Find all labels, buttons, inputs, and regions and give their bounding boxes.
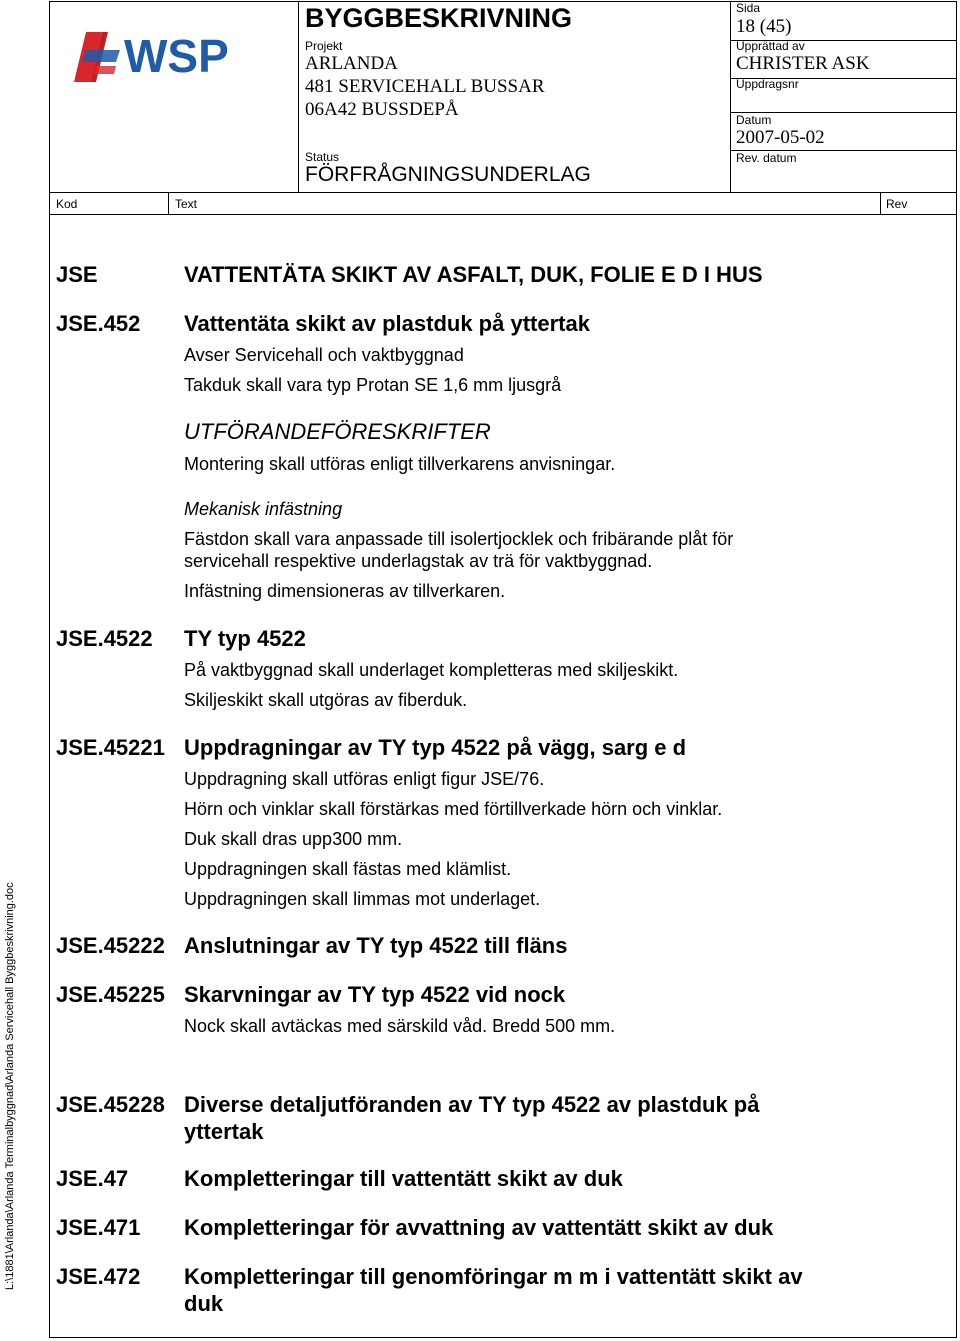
- section-title-jse45228-line-1: Diverse detaljutföranden av TY typ 4522 av plastduk på: [184, 1092, 760, 1117]
- jse452-paragraph-1: Avser Servicehall och vaktbyggnad: [184, 345, 464, 365]
- jse4522-paragraph-2: Skiljeskikt skall utgöras av fiberduk.: [184, 690, 468, 710]
- status-value: FÖRFRÅGNINGSUNDERLAG: [305, 163, 591, 186]
- col-divider-kod: [168, 192, 169, 214]
- jse45221-paragraph-1: Uppdragning skall utföras enligt figur JSE/76.: [184, 769, 545, 789]
- section-title-jse45221: Uppdragningar av TY typ 4522 på vägg, sarg e d: [184, 735, 687, 760]
- mekanisk-paragraph-2: Infästning dimensioneras av tillverkaren.: [184, 581, 506, 601]
- wsp-logo: [72, 26, 272, 86]
- header-divider-2: [730, 1, 731, 192]
- sida-label: Sida: [736, 1, 761, 15]
- mekanisk-paragraph-1a: Fästdon skall vara anpassade till isolertjocklek och fribärande plåt för: [184, 529, 734, 549]
- jse4522-paragraph-1: På vaktbyggnad skall underlaget kompletteras med skiljeskikt.: [184, 660, 679, 680]
- status-label: Status: [305, 150, 340, 164]
- jse452-paragraph-2: Takduk skall vara typ Protan SE 1,6 mm ljusgrå: [184, 375, 562, 395]
- projekt-line-3: 06A42 BUSSDEPÅ: [305, 99, 459, 120]
- jse45221-paragraph-3: Duk skall dras upp300 mm.: [184, 829, 403, 849]
- section-title-jse47: Kompletteringar till vattentätt skikt av duk: [184, 1166, 623, 1191]
- projekt-label: Projekt: [305, 39, 343, 53]
- section-title-jse45228-line-2: yttertak: [184, 1119, 264, 1144]
- section-title-jse45225: Skarvningar av TY typ 4522 vid nock: [184, 982, 566, 1007]
- header-bottom-rule: [49, 192, 957, 193]
- section-title-jse472-line-2: duk: [184, 1291, 224, 1316]
- section-code-jse471: JSE.471: [56, 1215, 141, 1240]
- datum-value: 2007-05-02: [736, 127, 825, 148]
- jse45221-paragraph-4: Uppdragningen skall fästas med klämlist.: [184, 859, 512, 879]
- column-rev: Rev: [886, 197, 908, 211]
- sida-value: 18 (45): [736, 16, 792, 37]
- section-code-jse45228: JSE.45228: [56, 1092, 165, 1117]
- wsp-logo-text: WSP: [124, 30, 229, 82]
- header-divider-1: [298, 1, 299, 192]
- utforande-paragraph: Montering skall utföras enligt tillverkarens anvisningar.: [184, 454, 616, 474]
- columns-bottom-rule: [49, 214, 957, 215]
- utforande-heading: UTFÖRANDEFÖRESKRIFTER: [184, 419, 491, 444]
- section-title-jse4522: TY typ 4522: [184, 626, 306, 651]
- mekanisk-paragraph-1b: servicehall respektive underlagstak av trä för vaktbyggnad.: [184, 551, 653, 571]
- section-title-jse472-line-1: Kompletteringar till genomföringar m m i vattentätt skikt av: [184, 1264, 803, 1289]
- revdatum-label: Rev. datum: [736, 151, 797, 165]
- section-code-jse47: JSE.47: [56, 1166, 129, 1191]
- datum-label: Datum: [736, 113, 772, 127]
- jse45221-paragraph-2: Hörn och vinklar skall förstärkas med förtillverkade hörn och vinklar.: [184, 799, 723, 819]
- section-title-jse471: Kompletteringar för avvattning av vattentätt skikt av duk: [184, 1215, 774, 1240]
- jse45225-paragraph-1: Nock skall avtäckas med särskild våd. Bredd 500 mm.: [184, 1016, 616, 1036]
- col-divider-rev: [880, 192, 881, 214]
- section-title-jse452: Vattentäta skikt av plastduk på yttertak: [184, 311, 590, 336]
- section-code-jse472: JSE.472: [56, 1264, 141, 1289]
- document-path: L:\1881\Arlanda\Arlanda Terminalbyggnad\Arlanda Servicehall Byggbeskrivning.doc: [4, 882, 16, 1290]
- section-title-jse: VATTENTÄTA SKIKT AV ASFALT, DUK, FOLIE E D I HUS: [184, 262, 763, 287]
- jse45221-paragraph-5: Uppdragningen skall limmas mot underlaget.: [184, 889, 541, 909]
- section-code-jse45225: JSE.45225: [56, 982, 165, 1007]
- section-code-jse: JSE: [56, 262, 98, 287]
- section-code-jse45221: JSE.45221: [56, 735, 165, 760]
- document-title: BYGGBESKRIVNING: [305, 3, 573, 33]
- wsp-logo-mark-icon: [72, 26, 272, 86]
- section-code-jse4522: JSE.4522: [56, 626, 153, 651]
- upprattad-label: Upprättad av: [736, 39, 805, 53]
- section-code-jse45222: JSE.45222: [56, 933, 165, 958]
- section-title-jse45222: Anslutningar av TY typ 4522 till fläns: [184, 933, 568, 958]
- mekanisk-heading: Mekanisk infästning: [184, 499, 343, 519]
- upprattad-value: CHRISTER ASK: [736, 53, 870, 74]
- column-text: Text: [175, 197, 198, 211]
- column-kod: Kod: [56, 197, 78, 211]
- projekt-line-2: 481 SERVICEHALL BUSSAR: [305, 76, 545, 97]
- section-code-jse452: JSE.452: [56, 311, 141, 336]
- uppdragsnr-label: Uppdragsnr: [736, 77, 799, 91]
- projekt-line-1: ARLANDA: [305, 53, 398, 74]
